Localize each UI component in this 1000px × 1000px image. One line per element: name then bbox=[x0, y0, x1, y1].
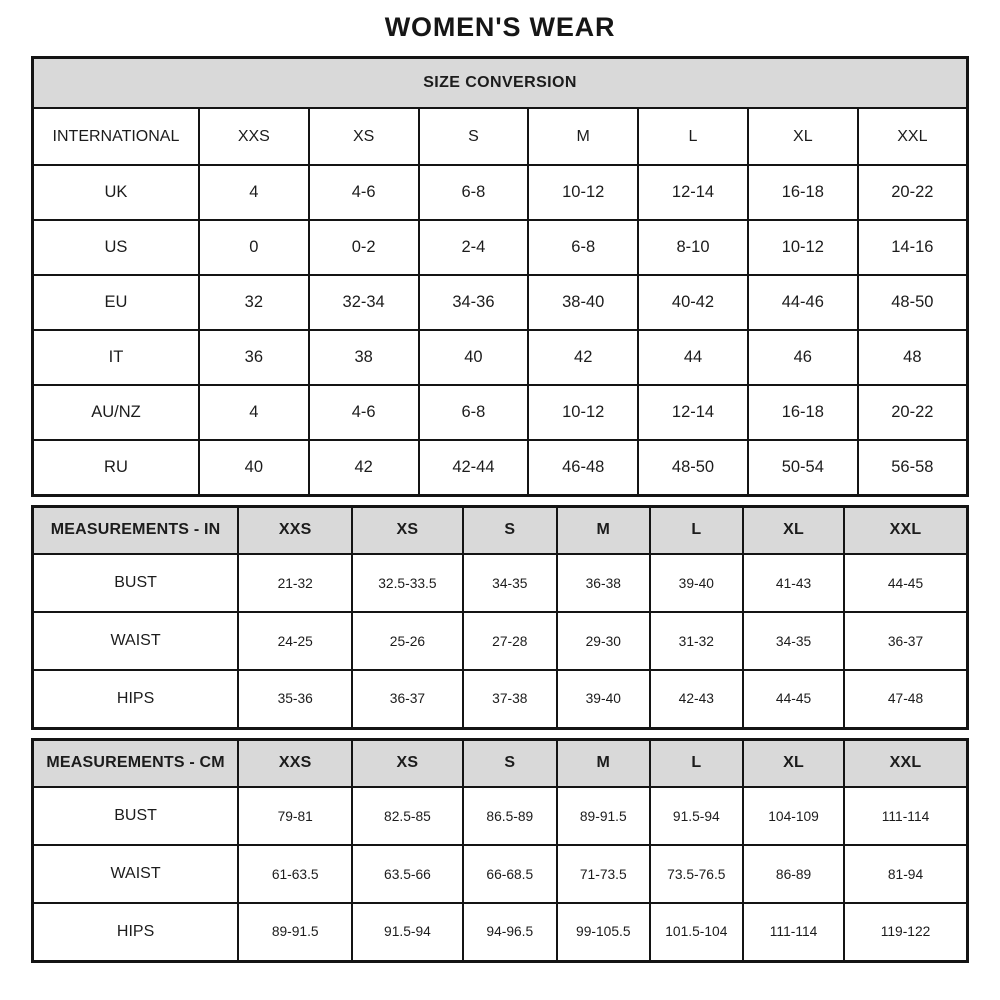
table-caption-row bbox=[33, 57, 968, 108]
row-label: BUST bbox=[33, 554, 239, 612]
table-cell: 0-2 bbox=[309, 220, 419, 275]
table-cell: 48 bbox=[858, 330, 968, 385]
table-row bbox=[33, 670, 968, 728]
column-header: L bbox=[650, 506, 744, 554]
table-cell: 39-40 bbox=[557, 670, 650, 728]
table-cell: 40 bbox=[419, 330, 529, 385]
table-cell: 37-38 bbox=[463, 670, 557, 728]
table-cell: 10-12 bbox=[528, 385, 638, 440]
table-cell: 4-6 bbox=[309, 165, 419, 220]
table-cell: 89-91.5 bbox=[238, 903, 352, 961]
table-cell: 66-68.5 bbox=[463, 845, 557, 903]
table-row bbox=[33, 554, 968, 612]
table-cell: 42 bbox=[528, 330, 638, 385]
column-header: L bbox=[638, 108, 748, 165]
table-cell: 27-28 bbox=[463, 612, 557, 670]
table-cell: 32-34 bbox=[309, 275, 419, 330]
table-cell: 6-8 bbox=[419, 165, 529, 220]
column-header-row bbox=[33, 506, 968, 554]
table-cell: 0 bbox=[199, 220, 309, 275]
table-row bbox=[33, 787, 968, 845]
table-cell: 48-50 bbox=[638, 440, 748, 495]
table-cell: 36-38 bbox=[557, 554, 650, 612]
table-cell: 10-12 bbox=[748, 220, 858, 275]
table-cell: 35-36 bbox=[238, 670, 352, 728]
table-cell: 20-22 bbox=[858, 165, 968, 220]
column-header: XXL bbox=[858, 108, 968, 165]
table-cell: 81-94 bbox=[844, 845, 967, 903]
table-row bbox=[33, 903, 968, 961]
table-cell: 50-54 bbox=[748, 440, 858, 495]
column-header: XL bbox=[748, 108, 858, 165]
table-cell: 94-96.5 bbox=[463, 903, 557, 961]
table-cell: 91.5-94 bbox=[352, 903, 462, 961]
column-header: MEASUREMENTS - IN bbox=[33, 506, 239, 554]
table-cell: 63.5-66 bbox=[352, 845, 462, 903]
table-cell: 44-45 bbox=[844, 554, 967, 612]
column-header-row bbox=[33, 108, 968, 165]
measurements-cm-table bbox=[31, 738, 969, 963]
row-label: RU bbox=[33, 440, 199, 495]
column-header: XS bbox=[309, 108, 419, 165]
table-cell: 86.5-89 bbox=[463, 787, 557, 845]
table-cell: 40 bbox=[199, 440, 309, 495]
column-header-row bbox=[33, 739, 968, 787]
table-row bbox=[33, 330, 968, 385]
column-header: M bbox=[557, 739, 650, 787]
column-header: XXL bbox=[844, 506, 967, 554]
column-header: XXL bbox=[844, 739, 967, 787]
table-cell: 4 bbox=[199, 165, 309, 220]
column-header: INTERNATIONAL bbox=[33, 108, 199, 165]
table-cell: 44 bbox=[638, 330, 748, 385]
row-label: WAIST bbox=[33, 612, 239, 670]
table-row bbox=[33, 440, 968, 495]
column-header: S bbox=[463, 506, 557, 554]
column-header: XXS bbox=[238, 739, 352, 787]
table-cell: 24-25 bbox=[238, 612, 352, 670]
table-cell: 4 bbox=[199, 385, 309, 440]
table-cell: 8-10 bbox=[638, 220, 748, 275]
table-cell: 86-89 bbox=[743, 845, 844, 903]
table-cell: 4-6 bbox=[309, 385, 419, 440]
table-cell: 41-43 bbox=[743, 554, 844, 612]
row-label: HIPS bbox=[33, 670, 239, 728]
column-header: S bbox=[419, 108, 529, 165]
measurements-in-table-body bbox=[33, 506, 968, 728]
table-cell: 91.5-94 bbox=[650, 787, 744, 845]
column-header: M bbox=[557, 506, 650, 554]
table-row bbox=[33, 275, 968, 330]
table-cell: 12-14 bbox=[638, 385, 748, 440]
table-cell: 101.5-104 bbox=[650, 903, 744, 961]
table-cell: 71-73.5 bbox=[557, 845, 650, 903]
size-conversion-table bbox=[31, 56, 969, 497]
table-caption: SIZE CONVERSION bbox=[33, 57, 968, 108]
table-cell: 111-114 bbox=[844, 787, 967, 845]
column-header: XXS bbox=[238, 506, 352, 554]
column-header: XL bbox=[743, 739, 844, 787]
row-label: UK bbox=[33, 165, 199, 220]
table-cell: 21-32 bbox=[238, 554, 352, 612]
column-header: M bbox=[528, 108, 638, 165]
table-cell: 48-50 bbox=[858, 275, 968, 330]
row-label: EU bbox=[33, 275, 199, 330]
table-cell: 32 bbox=[199, 275, 309, 330]
table-cell: 34-35 bbox=[743, 612, 844, 670]
table-cell: 119-122 bbox=[844, 903, 967, 961]
table-cell: 46-48 bbox=[528, 440, 638, 495]
row-label: IT bbox=[33, 330, 199, 385]
column-header: MEASUREMENTS - CM bbox=[33, 739, 239, 787]
table-row bbox=[33, 220, 968, 275]
table-cell: 6-8 bbox=[528, 220, 638, 275]
column-header: L bbox=[650, 739, 744, 787]
column-header: XS bbox=[352, 739, 462, 787]
table-cell: 16-18 bbox=[748, 385, 858, 440]
table-cell: 79-81 bbox=[238, 787, 352, 845]
table-cell: 56-58 bbox=[858, 440, 968, 495]
table-cell: 12-14 bbox=[638, 165, 748, 220]
table-cell: 47-48 bbox=[844, 670, 967, 728]
table-cell: 44-46 bbox=[748, 275, 858, 330]
table-cell: 42 bbox=[309, 440, 419, 495]
table-cell: 34-35 bbox=[463, 554, 557, 612]
table-cell: 44-45 bbox=[743, 670, 844, 728]
table-cell: 40-42 bbox=[638, 275, 748, 330]
row-label: AU/NZ bbox=[33, 385, 199, 440]
table-cell: 111-114 bbox=[743, 903, 844, 961]
table-cell: 29-30 bbox=[557, 612, 650, 670]
table-cell: 38 bbox=[309, 330, 419, 385]
row-label: HIPS bbox=[33, 903, 239, 961]
table-cell: 20-22 bbox=[858, 385, 968, 440]
column-header: XS bbox=[352, 506, 462, 554]
table-cell: 34-36 bbox=[419, 275, 529, 330]
table-cell: 42-43 bbox=[650, 670, 744, 728]
table-cell: 99-105.5 bbox=[557, 903, 650, 961]
column-header: S bbox=[463, 739, 557, 787]
page-title: WOMEN'S WEAR bbox=[384, 12, 616, 42]
measurements-cm-table-body bbox=[33, 739, 968, 961]
row-label: WAIST bbox=[33, 845, 239, 903]
table-row bbox=[33, 612, 968, 670]
column-header: XXS bbox=[199, 108, 309, 165]
table-cell: 38-40 bbox=[528, 275, 638, 330]
table-cell: 10-12 bbox=[528, 165, 638, 220]
table-row bbox=[33, 845, 968, 903]
table-row bbox=[33, 385, 968, 440]
table-cell: 104-109 bbox=[743, 787, 844, 845]
table-cell: 73.5-76.5 bbox=[650, 845, 744, 903]
table-cell: 42-44 bbox=[419, 440, 529, 495]
table-cell: 82.5-85 bbox=[352, 787, 462, 845]
row-label: US bbox=[33, 220, 199, 275]
table-cell: 16-18 bbox=[748, 165, 858, 220]
table-cell: 31-32 bbox=[650, 612, 744, 670]
table-cell: 89-91.5 bbox=[557, 787, 650, 845]
table-cell: 6-8 bbox=[419, 385, 529, 440]
row-label: BUST bbox=[33, 787, 239, 845]
column-header: XL bbox=[743, 506, 844, 554]
table-cell: 46 bbox=[748, 330, 858, 385]
table-cell: 25-26 bbox=[352, 612, 462, 670]
size-conversion-table-body bbox=[33, 57, 968, 495]
table-cell: 14-16 bbox=[858, 220, 968, 275]
measurements-in-table bbox=[31, 505, 969, 730]
table-cell: 61-63.5 bbox=[238, 845, 352, 903]
table-row bbox=[33, 165, 968, 220]
table-cell: 36-37 bbox=[352, 670, 462, 728]
table-cell: 39-40 bbox=[650, 554, 744, 612]
table-cell: 32.5-33.5 bbox=[352, 554, 462, 612]
table-cell: 2-4 bbox=[419, 220, 529, 275]
table-cell: 36 bbox=[199, 330, 309, 385]
table-cell: 36-37 bbox=[844, 612, 967, 670]
